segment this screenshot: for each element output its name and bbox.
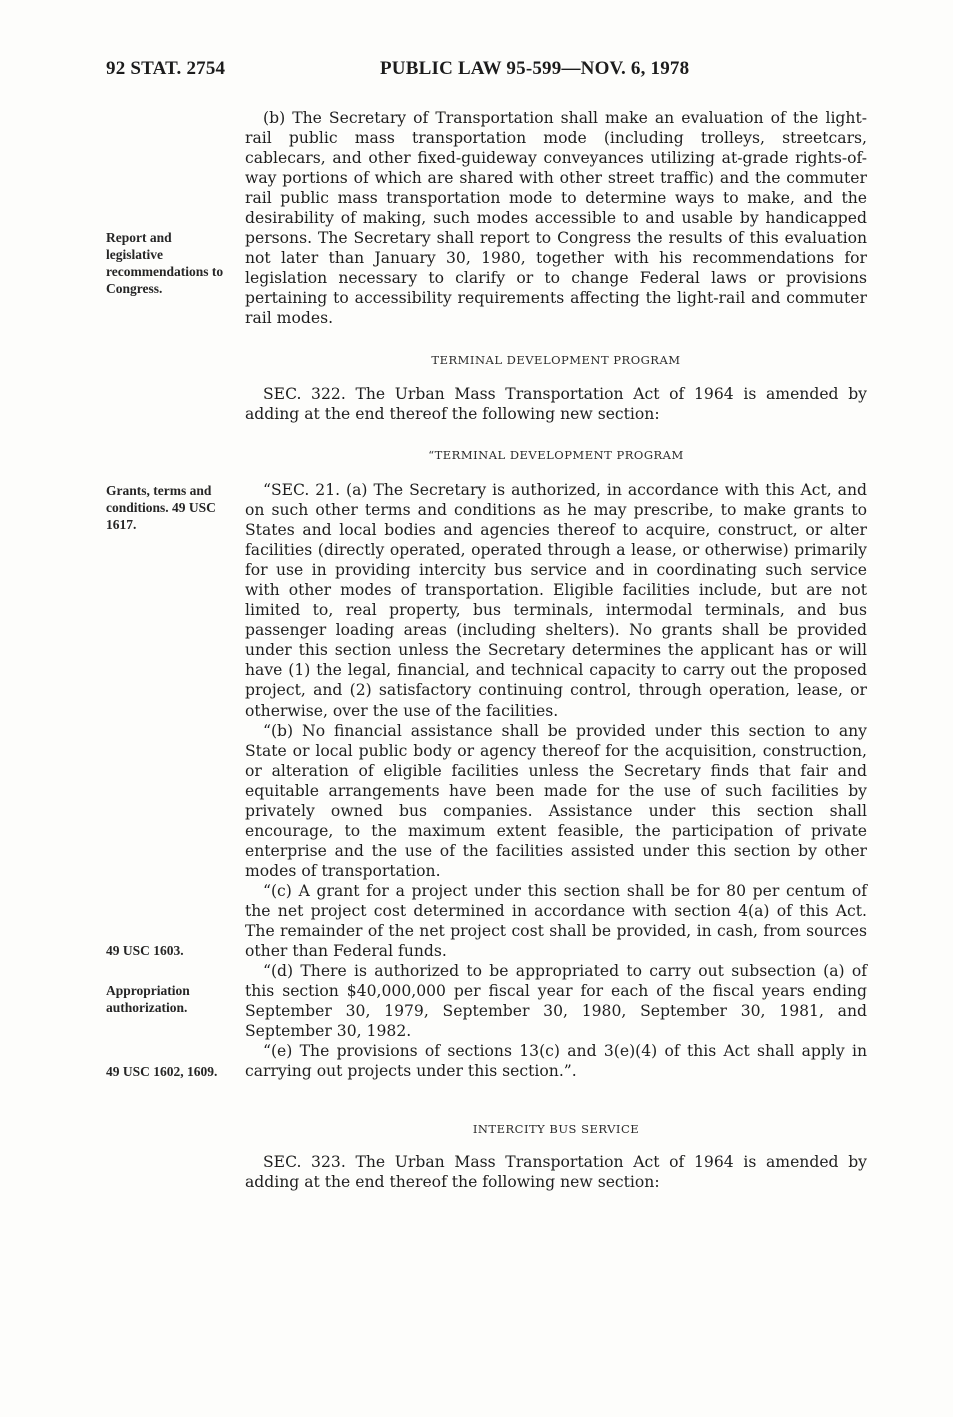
heading-terminal-development: TERMINAL DEVELOPMENT PROGRAM (431, 353, 681, 367)
margin-note-appropriation: Appropriation authorization. (106, 983, 190, 1015)
paragraph-text: (b) The Secretary of Transportation shall make an evaluation of the light-rail public mass transportation mode (including trolleys, streetcars, cablecars, and other fixed-guideway conveyances utilizing at-grade rights-of-way portions of which are shared with other street traffic) and the commuter rail public mass transportation mode to determine ways to make, and the desirability of making, such modes accessible to and usable by handicapped persons. The Secretary shall report to Congress the results of this evaluation not later than January 30, 1980, together with his recommendations for legislation necessary to clarify or to change Federal laws or provisions pertaining to accessibility requirements affecting the light-rail and commuter rail modes. (245, 109, 867, 328)
paragraph-sec-322 (245, 384, 867, 424)
margin-note-usc-1603: 49 USC 1603. (106, 943, 184, 958)
paragraph-sec-21-e: “(e) The provisions of sections 13(c) and 3(e)(4) of this Act shall apply in carrying out projects under this section.”. (245, 1042, 867, 1081)
heading-intercity-bus-service: INTERCITY BUS SERVICE (472, 1122, 640, 1136)
margin-note-report: Report and legislative recommendations to Congress. (106, 230, 224, 296)
paragraph-sec-21-c: “(c) A grant for a project under this section shall be for 80 per centum of the net project cost determined in accordance with section 4(a) of this Act. The remainder of the net project cost shall be provided, in cash, from sources other than Federal funds. (245, 881, 867, 961)
page-law-title: PUBLIC LAW 95-599—NOV. 6, 1978 (380, 58, 690, 79)
paragraph-sec-21-d: “(d) There is authorized to be appropriated to carry out subsection (a) of this section $40,000,000 per fiscal year for each of the fiscal years ending September 30, 1979, September 30, 1980, September 30, 1981, and September 30, 1982. (245, 962, 867, 1041)
margin-note-usc-1602: 49 USC 1602, 1609. (106, 1064, 218, 1079)
paragraph-sec-21-a: “SEC. 21. (a) The Secretary is authorized, in accordance with this Act, and on such other terms and conditions as he may prescribe, to make grants to States and local bodies and agencies thereof to acquire, construct, or alter facilities (directly operated, operated through a lease, or otherwise) primarily for use in providing intercity bus service and in coordinating such service with other modes of transportation. Eligible facilities include, but are not limited to, real property, bus terminals, intermodal terminals, and bus passenger loading areas (including shelters). No grants shall be provided under this section unless the Secretary determines the applicant has or will have (1) the legal, financial, and technical capacity to carry out the proposed project, and (2) satisfactory continuing control, through operation, lease, or otherwise, over the use of the facilities. (245, 481, 867, 720)
margin-note-grants: Grants, terms and conditions. 49 USC 1617. (106, 483, 216, 532)
page-stat-citation: 92 STAT. 2754 (106, 58, 226, 79)
section-21-body (245, 480, 867, 1081)
heading-terminal-development-quoted: “TERMINAL DEVELOPMENT PROGRAM (428, 448, 684, 462)
paragraph-sec-323 (245, 1152, 867, 1192)
paragraph-text: SEC. 322. The Urban Mass Transportation Act of 1964 is amended by adding at the end thereof the following new section: (245, 385, 867, 424)
paragraph-sec-21-b: “(b) No financial assistance shall be provided under this section to any State or local public body or agency thereof for the acquisition, construction, or alteration of eligible facilities unless the Secretary finds that fair and equitable arrangements have been made for the use of such facilities by privately owned bus companies. Assistance under this section shall encourage, to the maximum extent feasible, the participation of private enterprise and the use of the facilities assisted under this section by other modes of transportation. (245, 721, 867, 880)
paragraph-b-evaluation (245, 108, 867, 329)
paragraph-text: SEC. 323. The Urban Mass Transportation Act of 1964 is amended by adding at the end thereof the following new section: (245, 1153, 867, 1192)
